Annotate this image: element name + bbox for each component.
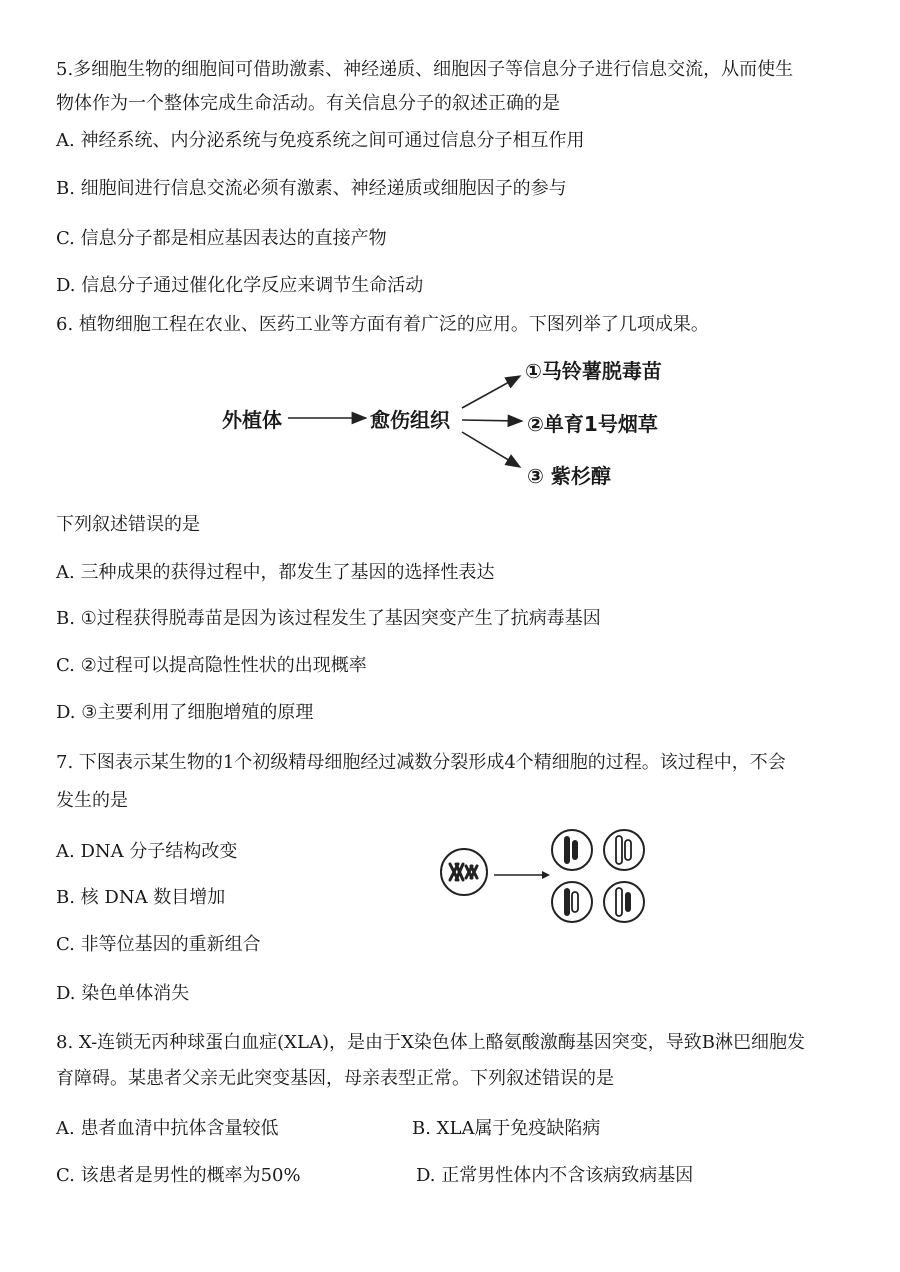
q5-option-b: B. 细胞间进行信息交流必须有激素、神经递质或细胞因子的参与 bbox=[56, 178, 567, 199]
arrow-middle-to-outcome-3 bbox=[462, 432, 520, 467]
primary-spermatocyte-cell bbox=[441, 849, 487, 895]
q6-option-d: D. ③主要利用了细胞增殖的原理 bbox=[56, 702, 314, 723]
diagram-outcome-2: ②单育1号烟草 bbox=[527, 412, 658, 436]
diagram-middle-label: 愈伤组织 bbox=[370, 408, 450, 432]
q8-option-d: D. 正常男性体内不含该病致病基因 bbox=[416, 1165, 694, 1186]
sperm-cell-1 bbox=[552, 830, 592, 870]
q8-option-a: A. 患者血清中抗体含量较低 bbox=[56, 1118, 279, 1139]
diagram-outcome-1: ①马铃薯脱毒苗 bbox=[525, 359, 662, 383]
q6-option-b: B. ①过程获得脱毒苗是因为该过程发生了基因突变产生了抗病毒基因 bbox=[56, 608, 601, 629]
q6-stem: 6. 植物细胞工程在农业、医药工业等方面有着广泛的应用。下图列举了几项成果。 bbox=[56, 314, 709, 335]
q6-prompt: 下列叙述错误的是 bbox=[56, 514, 200, 535]
q6-option-c: C. ②过程可以提高隐性性状的出现概率 bbox=[56, 655, 367, 676]
q8-stem-line2: 育障碍。某患者父亲无此突变基因，母亲表型正常。下列叙述错误的是 bbox=[56, 1068, 614, 1089]
diagram-source-label: 外植体 bbox=[222, 408, 282, 432]
q7-option-b: B. 核 DNA 数目增加 bbox=[56, 887, 226, 908]
diagram-arrows bbox=[0, 0, 900, 520]
arrow-middle-to-outcome-2 bbox=[462, 420, 522, 421]
q5-option-d: D. 信息分子通过催化化学反应来调节生命活动 bbox=[56, 275, 424, 296]
arrow-middle-to-outcome-1 bbox=[462, 376, 520, 408]
q5-option-a: A. 神经系统、内分泌系统与免疫系统之间可通过信息分子相互作用 bbox=[56, 130, 585, 151]
sperm-cell-4 bbox=[604, 882, 644, 922]
q8-option-b: B. XLA属于免疫缺陷病 bbox=[412, 1118, 601, 1139]
q8-stem-line1: 8. X-连锁无丙种球蛋白血症(XLA)，是由于X染色体上酪氨酸激酶基因突变，导致B淋巴细胞发 bbox=[56, 1032, 806, 1053]
q7-option-a: A. DNA 分子结构改变 bbox=[56, 841, 238, 862]
diagram-outcome-3: ③ 紫杉醇 bbox=[527, 464, 611, 488]
q7-stem-line2: 发生的是 bbox=[56, 790, 128, 811]
q5-stem-line1: 5.多细胞生物的细胞间可借助激素、神经递质、细胞因子等信息分子进行信息交流，从而使生 bbox=[56, 59, 794, 80]
q7-option-d: D. 染色单体消失 bbox=[56, 983, 190, 1004]
q5-stem-line2: 物体作为一个整体完成生命活动。有关信息分子的叙述正确的是 bbox=[56, 93, 560, 114]
q8-option-c: C. 该患者是男性的概率为50% bbox=[56, 1165, 301, 1186]
q7-stem-line1: 7. 下图表示某生物的1个初级精母细胞经过减数分裂形成4个精细胞的过程。该过程中，不会 bbox=[56, 752, 786, 773]
q6-option-a: A. 三种成果的获得过程中，都发生了基因的选择性表达 bbox=[56, 562, 495, 583]
sperm-cell-3 bbox=[552, 882, 592, 922]
q5-option-c: C. 信息分子都是相应基因表达的直接产物 bbox=[56, 228, 387, 249]
sperm-cell-2 bbox=[604, 830, 644, 870]
meiosis-figure bbox=[430, 822, 660, 930]
q7-option-c: C. 非等位基因的重新组合 bbox=[56, 934, 261, 955]
